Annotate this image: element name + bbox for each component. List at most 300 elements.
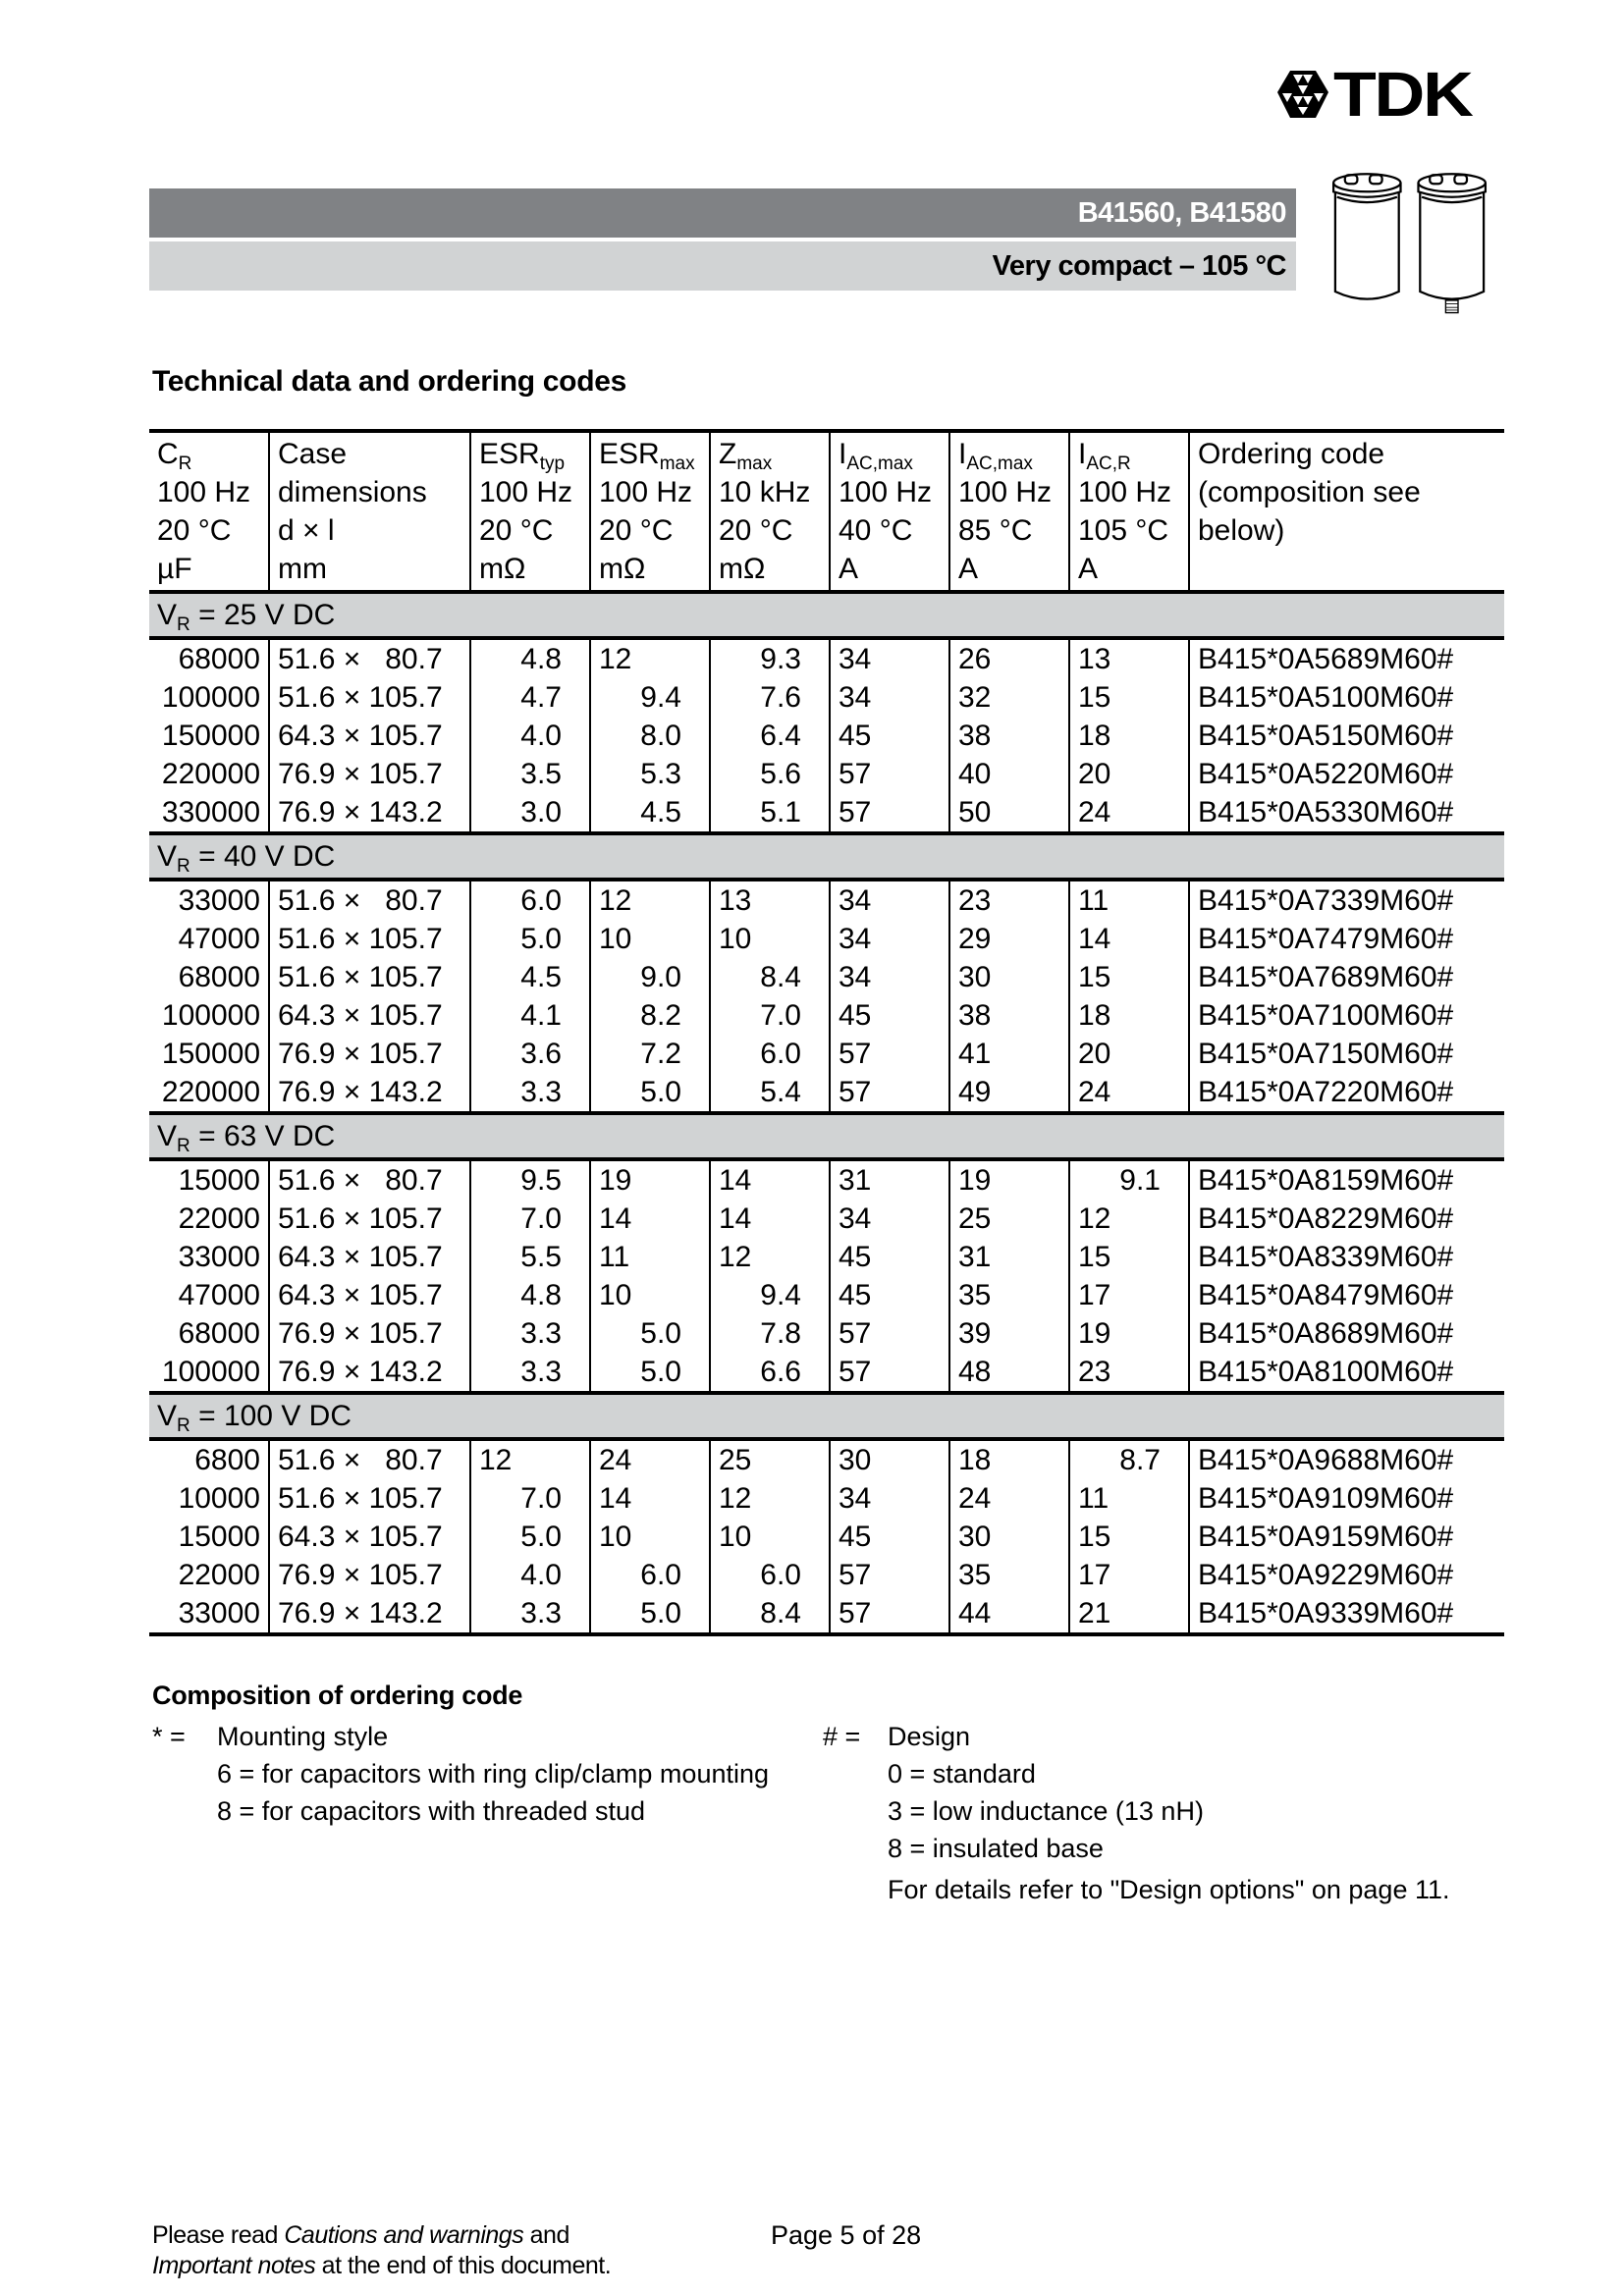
ordering-code-cell: B415*0A5330M60# — [1189, 793, 1504, 833]
table-cell: 7.0 — [710, 996, 830, 1035]
table-cell: 8.7 — [1069, 1439, 1189, 1479]
table-cell: 76.9 × 105.7 — [269, 755, 470, 793]
column-header — [830, 550, 949, 592]
column-header — [710, 473, 830, 511]
table-cell: 5.0 — [590, 1073, 710, 1113]
design-option: 3 = low inductance (13 nH) — [888, 1796, 1204, 1826]
table-cell: 47000 — [178, 1279, 260, 1311]
table-cell: 7.0 — [470, 1200, 590, 1238]
voltage-value: = 25 V DC — [189, 599, 336, 631]
column-condition: (composition see — [1198, 476, 1421, 508]
table-row — [149, 1594, 1504, 1634]
table-cell: 7.6 — [710, 678, 830, 717]
column-condition: 20 °C — [479, 514, 554, 547]
table-cell: 23 — [1069, 1353, 1189, 1393]
table-cell: 76.9 × 143.2 — [269, 793, 470, 833]
table-row — [149, 1035, 1504, 1073]
table-cell: 6.0 — [710, 1035, 830, 1073]
ordering-code-cell: B415*0A7220M60# — [1189, 1073, 1504, 1113]
column-header — [149, 431, 269, 473]
table-cell: 10 — [710, 1518, 830, 1556]
table-cell: 45 — [830, 996, 949, 1035]
header-row — [149, 511, 1504, 550]
column-header — [830, 431, 949, 473]
column-header — [949, 431, 1069, 473]
voltage-subscript: R — [177, 1415, 190, 1436]
table-cell: 9.3 — [710, 638, 830, 678]
capacitor-ring-clip-icon — [1333, 174, 1400, 298]
table-cell: 24 — [1069, 793, 1189, 833]
column-header — [590, 550, 710, 592]
capacitor-threaded-stud-icon — [1419, 174, 1486, 312]
ordering-code-cell: B415*0A8689M60# — [1189, 1314, 1504, 1353]
column-condition: 100 Hz — [958, 476, 1053, 508]
table-cell: 15000 — [178, 1521, 260, 1553]
table-cell: 12 — [710, 1479, 830, 1518]
footer-text: Please read — [152, 2221, 285, 2249]
table-cell: 76.9 × 143.2 — [269, 1353, 470, 1393]
column-header — [590, 431, 710, 473]
table-cell: 34 — [830, 880, 949, 920]
column-condition: dimensions — [278, 476, 427, 508]
table-cell: 4.5 — [590, 793, 710, 833]
table-row — [149, 1276, 1504, 1314]
table-cell: 34 — [830, 678, 949, 717]
table-cell: 76.9 × 105.7 — [269, 1556, 470, 1594]
table-cell: 100000 — [161, 1356, 260, 1388]
design-key: # = — [823, 1722, 861, 1751]
table-cell: 33000 — [178, 884, 260, 917]
table-cell: 32 — [949, 678, 1069, 717]
design-legend — [823, 1718, 1450, 1908]
ordering-code-cell: B415*0A5100M60# — [1189, 678, 1504, 717]
column-name: Ordering code — [1198, 438, 1385, 470]
table-cell: 18 — [1069, 996, 1189, 1035]
column-condition: 100 Hz — [599, 476, 693, 508]
technical-data-table — [149, 429, 1504, 1636]
table-cell: 17 — [1069, 1556, 1189, 1594]
ordering-code-cell: B415*0A5150M60# — [1189, 717, 1504, 755]
column-condition: µF — [157, 553, 192, 585]
column-condition: d × l — [278, 514, 335, 547]
table-cell: 5.0 — [590, 1594, 710, 1634]
ordering-code-cell: B415*0A5220M60# — [1189, 755, 1504, 793]
column-header — [269, 511, 470, 550]
voltage-subscript: R — [177, 856, 190, 877]
table-cell: 10000 — [178, 1482, 260, 1515]
voltage-symbol: V — [157, 599, 178, 631]
footer-text: at the end of this document. — [315, 2252, 612, 2279]
table-row — [149, 958, 1504, 996]
table-cell: 24 — [590, 1439, 710, 1479]
table-cell: 34 — [830, 920, 949, 958]
table-cell: 24 — [949, 1479, 1069, 1518]
column-condition: mΩ — [599, 553, 646, 585]
column-header — [1069, 431, 1189, 473]
column-condition: 20 °C — [719, 514, 793, 547]
design-option: 0 = standard — [888, 1759, 1036, 1789]
mounting-option: 6 = for capacitors with ring clip/clamp mounting — [217, 1759, 770, 1789]
important-notes-link[interactable]: Important notes — [152, 2252, 316, 2279]
table-cell: 330000 — [161, 796, 260, 828]
ordering-code-cell: B415*0A9688M60# — [1189, 1439, 1504, 1479]
table-cell: 48 — [949, 1353, 1069, 1393]
table-row — [149, 1518, 1504, 1556]
column-header — [1189, 511, 1504, 550]
column-header — [830, 473, 949, 511]
table-row — [149, 880, 1504, 920]
table-cell: 6.0 — [590, 1556, 710, 1594]
table-cell: 4.5 — [470, 958, 590, 996]
table-cell: 33000 — [178, 1241, 260, 1273]
table-cell: 3.3 — [470, 1314, 590, 1353]
table-cell: 14 — [590, 1200, 710, 1238]
table-cell: 14 — [710, 1200, 830, 1238]
voltage-group-label — [149, 592, 1504, 638]
table-row — [149, 755, 1504, 793]
tdk-logo — [1276, 59, 1472, 130]
table-cell: 34 — [830, 638, 949, 678]
table-cell: 150000 — [161, 720, 260, 752]
product-subtitle: Very compact – 105 °C — [992, 249, 1286, 282]
table-cell: 24 — [1069, 1073, 1189, 1113]
table-cell: 5.3 — [590, 755, 710, 793]
ordering-code-cell: B415*0A7479M60# — [1189, 920, 1504, 958]
voltage-value: = 40 V DC — [189, 840, 336, 873]
column-name: ESR — [479, 438, 540, 470]
table-cell: 57 — [830, 1073, 949, 1113]
column-header — [470, 473, 590, 511]
voltage-group-header — [149, 1113, 1504, 1159]
table-cell: 23 — [949, 880, 1069, 920]
table-cell: 12 — [1069, 1200, 1189, 1238]
table-cell: 4.1 — [470, 996, 590, 1035]
column-name: I — [839, 438, 847, 470]
table-cell: 13 — [1069, 638, 1189, 678]
table-row — [149, 717, 1504, 755]
table-cell: 31 — [949, 1238, 1069, 1276]
table-cell: 14 — [590, 1479, 710, 1518]
column-header — [710, 431, 830, 473]
table-row — [149, 1073, 1504, 1113]
column-header — [1189, 473, 1504, 511]
table-cell: 45 — [830, 1276, 949, 1314]
voltage-group-label — [149, 1393, 1504, 1439]
column-header — [269, 431, 470, 473]
column-subscript: R — [178, 454, 192, 474]
ordering-code-cell: B415*0A8229M60# — [1189, 1200, 1504, 1238]
table-cell: 26 — [949, 638, 1069, 678]
column-header — [269, 550, 470, 592]
tdk-logo-mark-icon — [1276, 69, 1329, 120]
column-header — [1069, 473, 1189, 511]
table-cell: 100000 — [161, 999, 260, 1032]
table-cell: 12 — [590, 638, 710, 678]
table-cell: 64.3 × 105.7 — [269, 1276, 470, 1314]
table-cell: 9.4 — [590, 678, 710, 717]
table-cell: 3.6 — [470, 1035, 590, 1073]
table-cell: 8.4 — [710, 1594, 830, 1634]
table-cell: 22000 — [178, 1202, 260, 1235]
column-header — [590, 473, 710, 511]
column-condition: mΩ — [719, 553, 766, 585]
table-cell: 51.6 × 105.7 — [269, 1479, 470, 1518]
table-cell: 6.6 — [710, 1353, 830, 1393]
ordering-code-cell: B415*0A7689M60# — [1189, 958, 1504, 996]
table-cell: 3.3 — [470, 1594, 590, 1634]
table-cell: 68000 — [178, 1317, 260, 1350]
table-cell: 39 — [949, 1314, 1069, 1353]
column-header — [149, 550, 269, 592]
design-options-reference: For details refer to "Design options" on page 11. — [888, 1875, 1450, 1904]
table-row — [149, 920, 1504, 958]
column-subscript: max — [736, 454, 773, 474]
table-cell: 51.6 × 80.7 — [269, 1159, 470, 1200]
table-cell: 15 — [1069, 1238, 1189, 1276]
table-cell: 4.8 — [470, 1276, 590, 1314]
table-cell: 5.1 — [710, 793, 830, 833]
voltage-subscript: R — [177, 1136, 190, 1156]
ordering-code-cell: B415*0A7100M60# — [1189, 996, 1504, 1035]
table-cell: 3.3 — [470, 1353, 590, 1393]
table-cell: 17 — [1069, 1276, 1189, 1314]
column-subscript: AC,max — [846, 454, 913, 474]
voltage-symbol: V — [157, 1400, 178, 1432]
table-row — [149, 793, 1504, 833]
table-cell: 8.4 — [710, 958, 830, 996]
table-cell: 51.6 × 105.7 — [269, 678, 470, 717]
column-condition: A — [1078, 553, 1099, 585]
table-row — [149, 1159, 1504, 1200]
mounting-style-legend — [152, 1718, 769, 1830]
table-cell: 4.8 — [470, 638, 590, 678]
table-cell: 38 — [949, 996, 1069, 1035]
table-cell: 12 — [470, 1439, 590, 1479]
voltage-group-label — [149, 833, 1504, 880]
table-cell: 9.4 — [710, 1276, 830, 1314]
table-cell: 150000 — [161, 1038, 260, 1070]
table-cell: 8.0 — [590, 717, 710, 755]
table-cell: 35 — [949, 1556, 1069, 1594]
table-cell: 44 — [949, 1594, 1069, 1634]
product-codes: B41560, B41580 — [1077, 196, 1286, 229]
table-cell: 7.2 — [590, 1035, 710, 1073]
column-subscript: AC,R — [1086, 454, 1131, 474]
table-cell: 76.9 × 105.7 — [269, 1314, 470, 1353]
table-cell: 21 — [1069, 1594, 1189, 1634]
column-header — [949, 550, 1069, 592]
table-cell: 41 — [949, 1035, 1069, 1073]
column-header — [149, 511, 269, 550]
column-header — [470, 511, 590, 550]
table-cell: 19 — [1069, 1314, 1189, 1353]
column-header — [1069, 511, 1189, 550]
table-cell: 19 — [949, 1159, 1069, 1200]
voltage-value: = 100 V DC — [189, 1400, 352, 1432]
table-cell: 5.4 — [710, 1073, 830, 1113]
table-row — [149, 678, 1504, 717]
table-cell: 64.3 × 105.7 — [269, 1238, 470, 1276]
table-cell: 3.3 — [470, 1073, 590, 1113]
table-cell: 18 — [949, 1439, 1069, 1479]
column-header — [949, 473, 1069, 511]
section-title: Technical data and ordering codes — [152, 365, 626, 398]
table-cell: 18 — [1069, 717, 1189, 755]
column-header — [269, 473, 470, 511]
column-condition: 100 Hz — [157, 476, 251, 508]
table-cell: 6.0 — [710, 1556, 830, 1594]
table-cell: 57 — [830, 1035, 949, 1073]
table-cell: 5.0 — [590, 1314, 710, 1353]
table-row — [149, 1353, 1504, 1393]
table-cell: 64.3 × 105.7 — [269, 996, 470, 1035]
voltage-symbol: V — [157, 840, 178, 873]
column-condition: 105 °C — [1078, 514, 1169, 547]
mounting-key: * = — [152, 1722, 186, 1751]
table-cell: 45 — [830, 1518, 949, 1556]
ordering-code-cell: B415*0A5689M60# — [1189, 638, 1504, 678]
table-cell: 25 — [949, 1200, 1069, 1238]
column-condition: 100 Hz — [479, 476, 573, 508]
column-condition: 20 °C — [599, 514, 674, 547]
column-name: I — [1078, 438, 1087, 470]
voltage-group-label — [149, 1113, 1504, 1159]
table-cell: 47000 — [178, 923, 260, 955]
column-condition: below) — [1198, 514, 1285, 547]
table-cell: 57 — [830, 1594, 949, 1634]
column-condition: 10 kHz — [719, 476, 811, 508]
ordering-code-cell: B415*0A8479M60# — [1189, 1276, 1504, 1314]
voltage-symbol: V — [157, 1120, 178, 1152]
table-row — [149, 1314, 1504, 1353]
table-cell: 64.3 × 105.7 — [269, 717, 470, 755]
column-header — [1189, 431, 1504, 473]
ordering-code-cell: B415*0A9159M60# — [1189, 1518, 1504, 1556]
table-cell: 68000 — [178, 643, 260, 675]
ordering-code-cell: B415*0A7339M60# — [1189, 880, 1504, 920]
table-cell: 8.2 — [590, 996, 710, 1035]
design-label: Design — [888, 1722, 971, 1751]
table-cell: 7.8 — [710, 1314, 830, 1353]
table-cell: 30 — [830, 1439, 949, 1479]
table-cell: 51.6 × 80.7 — [269, 638, 470, 678]
ordering-code-cell: B415*0A8339M60# — [1189, 1238, 1504, 1276]
table-row — [149, 996, 1504, 1035]
table-cell: 51.6 × 105.7 — [269, 1200, 470, 1238]
table-cell: 57 — [830, 755, 949, 793]
table-cell: 6800 — [194, 1444, 260, 1476]
table-cell: 15000 — [178, 1164, 260, 1197]
table-cell: 31 — [830, 1159, 949, 1200]
table-cell: 19 — [590, 1159, 710, 1200]
column-condition: 100 Hz — [839, 476, 933, 508]
table-cell: 68000 — [178, 961, 260, 993]
table-cell: 10 — [590, 920, 710, 958]
column-name: ESR — [599, 438, 660, 470]
table-cell: 34 — [830, 958, 949, 996]
subtitle-bar — [149, 241, 1296, 291]
table-cell: 15 — [1069, 678, 1189, 717]
brand-name: TDK — [1333, 59, 1472, 130]
footer-text: and — [523, 2221, 569, 2249]
table-cell: 45 — [830, 717, 949, 755]
ordering-code-cell: B415*0A9109M60# — [1189, 1479, 1504, 1518]
column-header — [1069, 550, 1189, 592]
table-cell: 51.6 × 105.7 — [269, 958, 470, 996]
table-cell: 5.0 — [470, 920, 590, 958]
column-name: Z — [719, 438, 737, 470]
table-cell: 13 — [710, 880, 830, 920]
column-condition: 40 °C — [839, 514, 913, 547]
table-cell: 12 — [710, 1238, 830, 1276]
column-header — [949, 511, 1069, 550]
table-cell: 4.0 — [470, 717, 590, 755]
table-cell: 15 — [1069, 1518, 1189, 1556]
table-cell: 33000 — [149, 1594, 269, 1634]
table-cell: 20 — [1069, 1035, 1189, 1073]
table-row — [149, 638, 1504, 678]
column-condition: A — [958, 553, 979, 585]
ordering-code-cell: B415*0A8159M60# — [1189, 1159, 1504, 1200]
design-option: 8 = insulated base — [888, 1834, 1104, 1863]
table-cell: 64.3 × 105.7 — [269, 1518, 470, 1556]
table-cell: 220000 — [161, 1076, 260, 1108]
table-row — [149, 1439, 1504, 1479]
table-cell: 40 — [949, 755, 1069, 793]
table-cell: 20 — [1069, 755, 1189, 793]
table-cell: 50 — [949, 793, 1069, 833]
column-subscript: max — [659, 454, 695, 474]
column-name: I — [958, 438, 967, 470]
table-cell: 11 — [1069, 880, 1189, 920]
table-cell: 51.6 × 80.7 — [269, 1439, 470, 1479]
column-condition: 100 Hz — [1078, 476, 1172, 508]
ordering-code-cell: B415*0A9339M60# — [1189, 1594, 1504, 1634]
table-cell: 15 — [1069, 958, 1189, 996]
mounting-label: Mounting style — [217, 1722, 389, 1751]
ordering-code-cell: B415*0A7150M60# — [1189, 1035, 1504, 1073]
header-row — [149, 473, 1504, 511]
table-cell: 49 — [949, 1073, 1069, 1113]
product-code-bar — [149, 188, 1296, 238]
column-subscript: typ — [539, 454, 566, 474]
column-header — [149, 473, 269, 511]
column-condition: 20 °C — [157, 514, 232, 547]
voltage-value: = 63 V DC — [189, 1120, 336, 1152]
table-row — [149, 1479, 1504, 1518]
column-condition: mΩ — [479, 553, 526, 585]
ordering-code-cell: B415*0A8100M60# — [1189, 1353, 1504, 1393]
table-cell: 9.5 — [470, 1159, 590, 1200]
table-cell: 76.9 × 143.2 — [269, 1073, 470, 1113]
cautions-and-warnings-link[interactable]: Cautions and warnings — [284, 2221, 524, 2249]
table-cell: 11 — [1069, 1479, 1189, 1518]
voltage-group-header — [149, 1393, 1504, 1439]
table-cell: 220000 — [161, 758, 260, 790]
column-header — [710, 550, 830, 592]
table-cell: 34 — [830, 1479, 949, 1518]
column-subscript: AC,max — [966, 454, 1033, 474]
table-row — [149, 1556, 1504, 1594]
column-header — [470, 431, 590, 473]
voltage-group-header — [149, 592, 1504, 638]
column-name: C — [157, 438, 179, 470]
voltage-group-header — [149, 833, 1504, 880]
table-cell: 6.4 — [710, 717, 830, 755]
table-cell: 29 — [949, 920, 1069, 958]
table-cell: 6.0 — [470, 880, 590, 920]
table-cell: 12 — [590, 880, 710, 920]
